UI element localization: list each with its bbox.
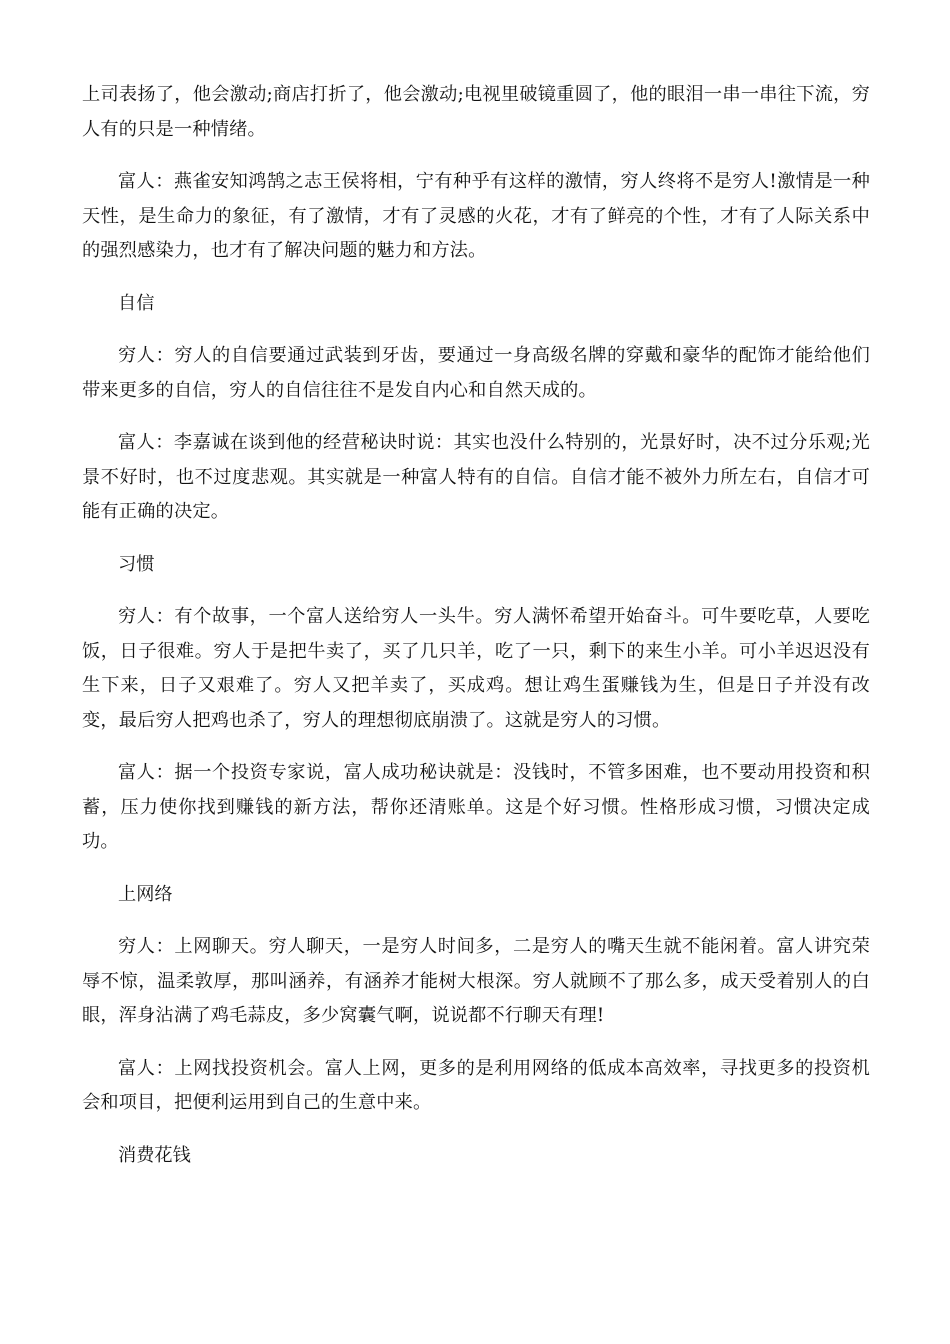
section-heading: 上网络: [118, 883, 173, 905]
paragraph: 富人：上网找投资机会。富人上网，更多的是利用网络的低成本高效率，寻找更多的投资机会和项目，把便利运用到自己的生意中来。: [82, 1057, 870, 1113]
paragraph: 穷人：穷人的自信要通过武装到牙齿，要通过一身高级名牌的穿戴和豪华的配饰才能给他们带来更多的自信，穷人的自信往往不是发自内心和自然天成的。: [82, 345, 870, 401]
section-heading: 自信: [118, 292, 155, 314]
paragraph: 富人：燕雀安知鸿鹄之志王侯将相，宁有种乎有这样的激情，穷人终将不是穷人!激情是一种天性，是生命力的象征，有了激情，才有了灵感的火花，才有了鲜亮的个性，才有了人际关系中的强烈感染力，也才有了解决问题的魅力和方法。: [82, 171, 870, 261]
paragraph: 上司表扬了，他会激动;商店打折了，他会激动;电视里破镜重圆了，他的眼泪一串一串往下流，穷人有的只是一种情绪。: [82, 84, 870, 140]
section-heading: 消费花钱: [118, 1144, 191, 1166]
section-heading: 习惯: [118, 553, 155, 575]
paragraph: 富人：据一个投资专家说，富人成功秘诀就是：没钱时，不管多困难，也不要动用投资和积蓄，压力使你找到赚钱的新方法，帮你还清账单。这是个好习惯。性格形成习惯，习惯决定成功。: [82, 762, 870, 852]
paragraph: 穷人：上网聊天。穷人聊天，一是穷人时间多，二是穷人的嘴天生就不能闲着。富人讲究荣辱不惊，温柔敦厚，那叫涵养，有涵养才能树大根深。穷人就顾不了那么多，成天受着别人的白眼，浑身沾满了鸡毛蒜皮，多少窝囊气啊，说说都不行聊天有理!: [82, 936, 870, 1026]
paragraph: 富人：李嘉诚在谈到他的经营秘诀时说：其实也没什么特别的，光景好时，决不过分乐观;光景不好时，也不过度悲观。其实就是一种富人特有的自信。自信才能不被外力所左右，自信才可能有正确的决定。: [82, 432, 870, 522]
document-body: [82, 78, 870, 1191]
paragraph: 穷人：有个故事，一个富人送给穷人一头牛。穷人满怀希望开始奋斗。可牛要吃草，人要吃饭，日子很难。穷人于是把牛卖了，买了几只羊，吃了一只，剩下的来生小羊。可小羊迟迟没有生下来，日子又艰难了。穷人又把羊卖了，买成鸡。想让鸡生蛋赚钱为生，但是日子并没有改变，最后穷人把鸡也杀了，穷人的理想彻底崩溃了。这就是穷人的习惯。: [82, 606, 870, 731]
